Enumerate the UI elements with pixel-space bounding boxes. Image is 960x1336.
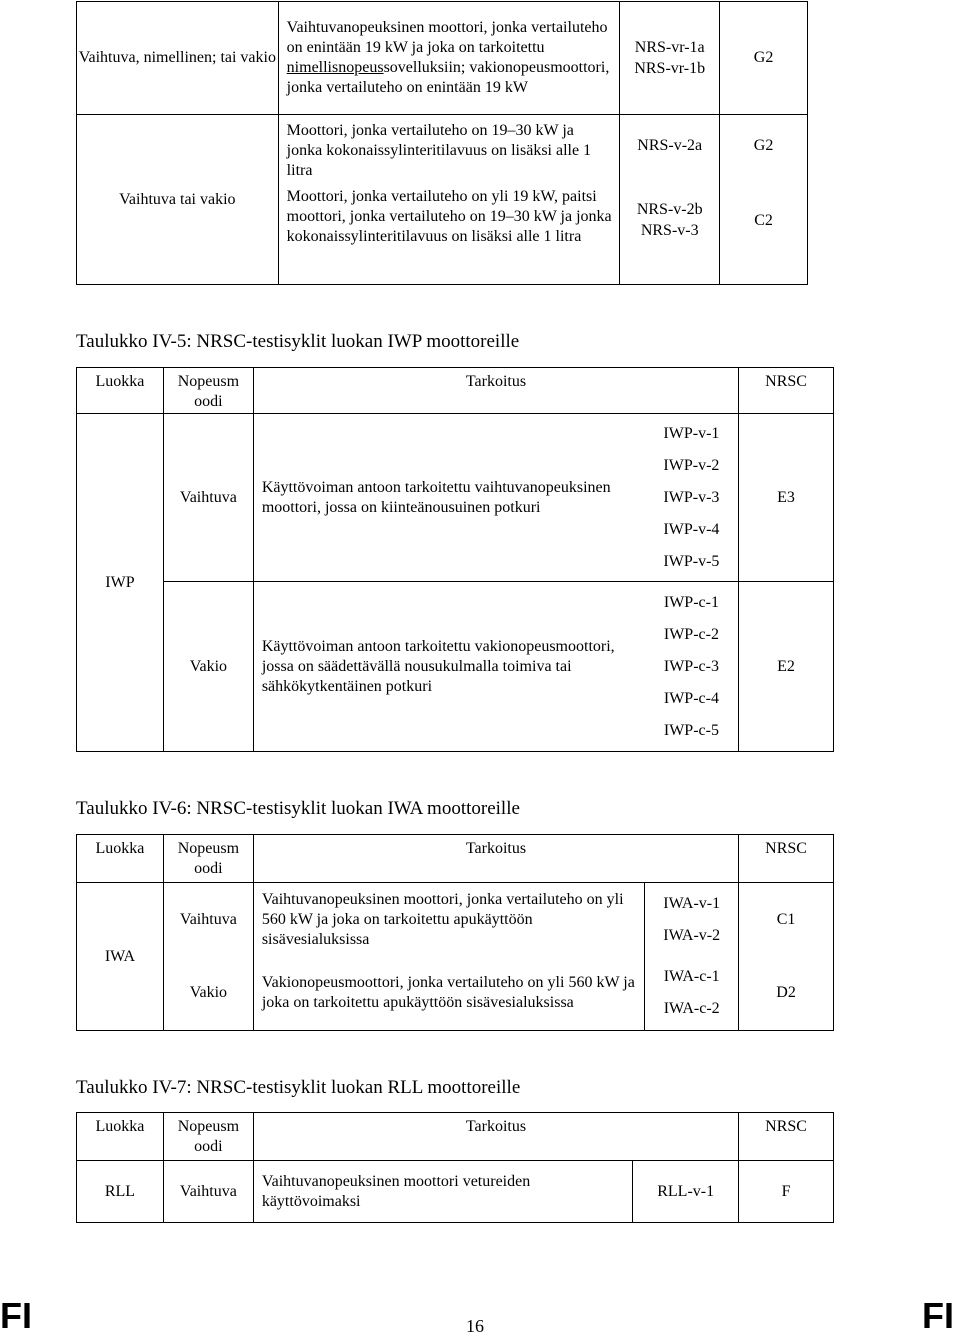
iwp-table	[76, 367, 834, 752]
tarkoitus-cell: Käyttövoiman antoon tarkoitettu vaihtuvanopeuksinen moottori, jossa on kiinteänousuinen potkuri	[253, 414, 644, 582]
luokka-cell: Vaihtuva tai vakio	[77, 115, 279, 285]
tarkoitus-cell: Vakionopeusmoottori, jonka vertailuteho on yli 560 kW ja joka on tarkoitettu apukäyttöön sisävesialuksissa	[253, 957, 644, 1031]
cycle-list: IWA-v-1 IWA-v-2	[645, 883, 739, 957]
nrsc-cell: D2	[739, 957, 834, 1031]
header-nopeusmoodi: Nopeusm oodi	[163, 835, 253, 883]
header-nopeusmoodi: Nopeusm oodi	[163, 1113, 253, 1161]
tarkoitus-cell: Käyttövoiman antoon tarkoitettu vakionopeusmoottori, jossa on säädettävällä nousukulmalla toimiva tai sähkökytkentäinen potkuri	[253, 582, 644, 752]
header-nopeusmoodi: Nopeusm oodi	[163, 368, 253, 414]
luokka-cell: RLL	[77, 1161, 164, 1223]
iwa-table	[76, 834, 834, 1031]
table-caption-iwa: Taulukko IV-6: NRSC-testisyklit luokan IWA moottoreille	[76, 798, 520, 819]
tarkoitus-cell: Moottori, jonka vertailuteho on 19–30 kW ja jonka kokonaissylinteritilavuus on lisäksi alle 1 litra Moottori, jonka vertailuteho on yli 19 kW, paitsi moottori, jonka vertailuteho on 19–30 kW ja jonka kokonaissylinteritilavuus on lisäksi alle 1 litra	[278, 115, 620, 285]
rll-table	[76, 1112, 834, 1223]
cycle-list: IWA-c-1 IWA-c-2	[645, 957, 739, 1031]
header-tarkoitus: Tarkoitus	[253, 835, 738, 883]
mode-cell: Vaihtuva	[163, 414, 253, 582]
table-caption-rll: Taulukko IV-7: NRSC-testisyklit luokan RLL moottoreille	[76, 1077, 521, 1098]
table-caption-iwp: Taulukko IV-5: NRSC-testisyklit luokan IWP moottoreille	[76, 331, 520, 352]
mode-cell: Vakio	[163, 582, 253, 752]
header-luokka: Luokka	[77, 368, 164, 414]
nrs-cycle-cell: NRS-vr-1a NRS-vr-1b	[620, 2, 720, 115]
nrs-cycle-cell: NRS-v-2a NRS-v-2b NRS-v-3	[620, 115, 720, 285]
header-tarkoitus: Tarkoitus	[253, 368, 738, 414]
nrsc-cell: G2 C2	[720, 115, 808, 285]
cycle-list: IWP-v-1 IWP-v-2 IWP-v-3 IWP-v-4 IWP-v-5	[645, 414, 739, 582]
nrsc-cell: G2	[720, 2, 808, 115]
footer-language-left: FI	[0, 1295, 32, 1336]
header-nrsc: NRSC	[739, 368, 834, 414]
tarkoitus-cell: Vaihtuvanopeuksinen moottori, jonka vertailuteho on yli 560 kW ja joka on tarkoitettu apukäyttöön sisävesialuksissa	[253, 883, 644, 957]
header-luokka: Luokka	[77, 835, 164, 883]
nrsc-cell: E2	[739, 582, 834, 752]
luokka-cell: IWA	[77, 883, 164, 1031]
header-nrsc: NRSC	[739, 1113, 834, 1161]
mode-cell: Vaihtuva	[163, 1161, 253, 1223]
nrsc-cell: F	[739, 1161, 834, 1223]
header-tarkoitus: Tarkoitus	[253, 1113, 738, 1161]
cycle-cell: RLL-v-1	[633, 1161, 739, 1223]
mode-cell: Vaihtuva	[163, 883, 253, 957]
page-number: 16	[466, 1316, 484, 1336]
header-luokka: Luokka	[77, 1113, 164, 1161]
mode-cell: Vakio	[163, 957, 253, 1031]
continuation-table	[76, 1, 808, 285]
header-nrsc: NRSC	[739, 835, 834, 883]
tarkoitus-cell: Vaihtuvanopeuksinen moottori vetureiden käyttövoimaksi	[253, 1161, 632, 1223]
nrsc-cell: C1	[739, 883, 834, 957]
luokka-cell: Vaihtuva, nimellinen; tai vakio	[77, 2, 279, 115]
cycle-list: IWP-c-1 IWP-c-2 IWP-c-3 IWP-c-4 IWP-c-5	[645, 582, 739, 752]
luokka-cell: IWP	[77, 414, 164, 752]
footer-language-right: FI	[922, 1295, 954, 1336]
nrsc-cell: E3	[739, 414, 834, 582]
tarkoitus-cell: Vaihtuvanopeuksinen moottori, jonka vertailuteho on enintään 19 kW ja joka on tarkoitettu nimellisnopeussovelluksiin; vakionopeusmoottori, jonka vertailuteho on enintään 19 kW	[278, 2, 620, 115]
